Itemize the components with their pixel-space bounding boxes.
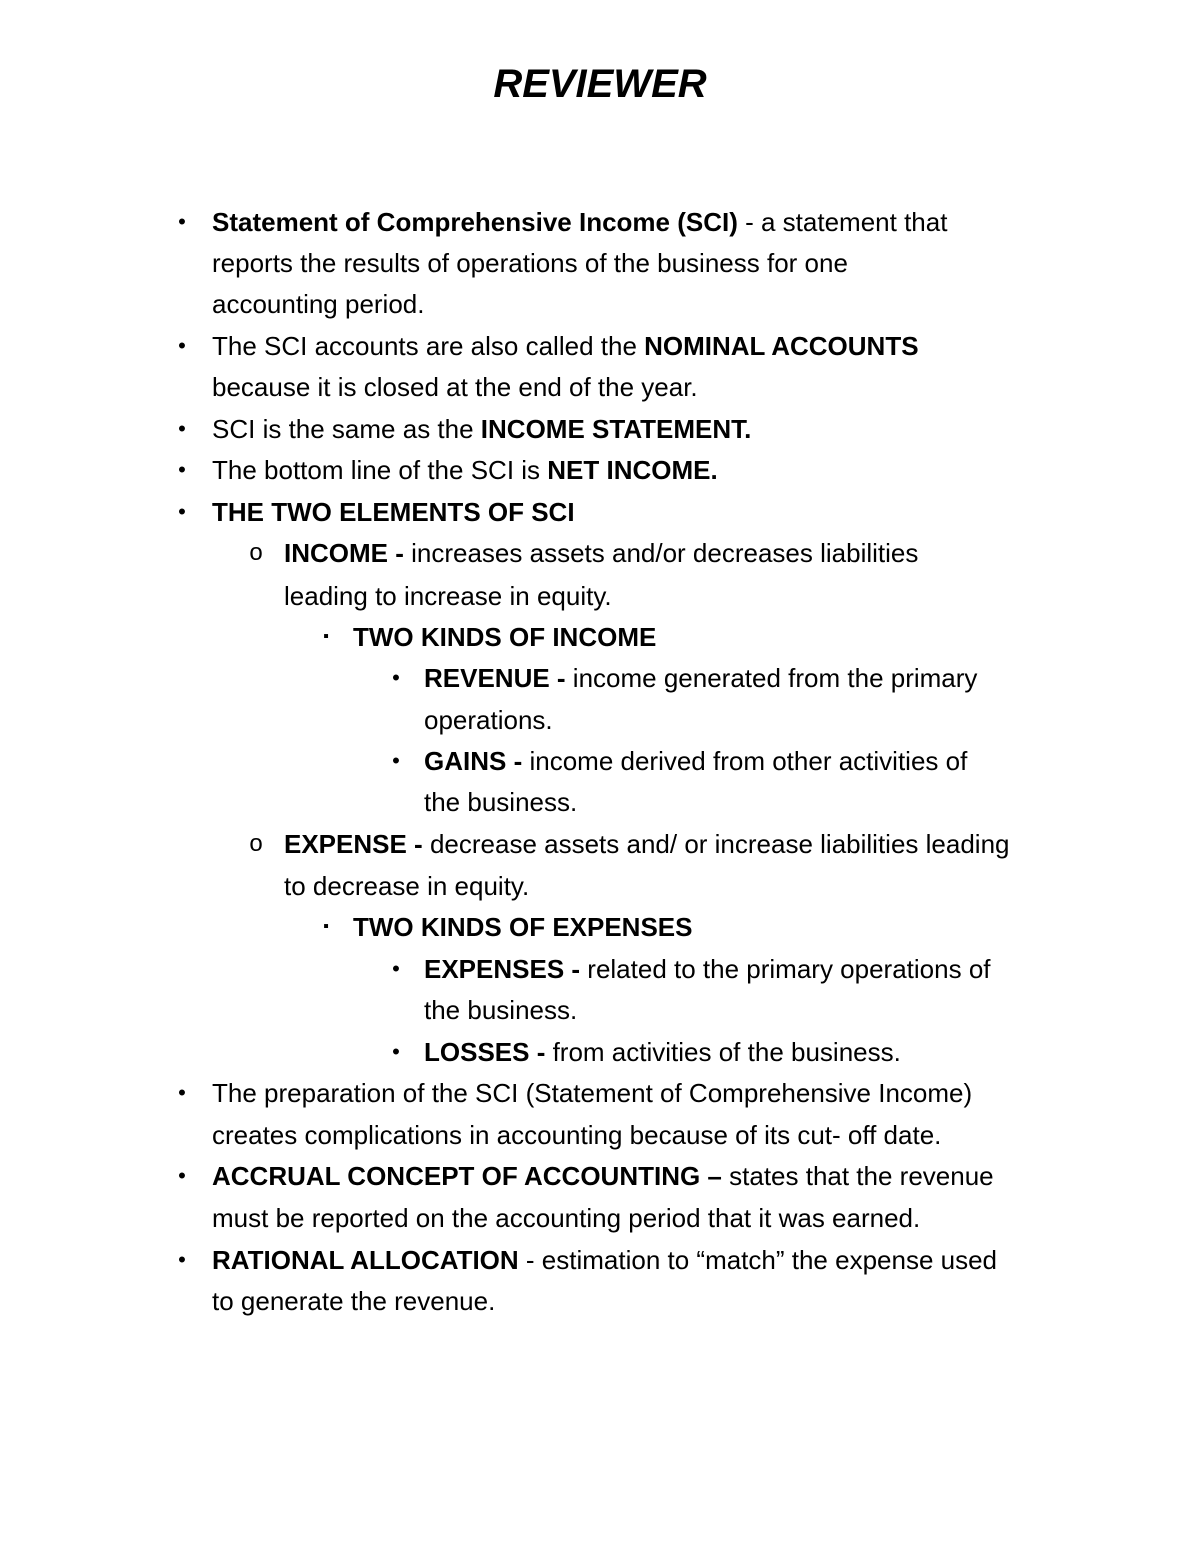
two-kinds-income-heading: TWO KINDS OF INCOME [353,622,657,652]
sci-definition-line-3: accounting period. [212,289,425,319]
income-line-2: leading to increase in equity. [284,581,612,611]
accrual-concept-line-2: must be reported on the accounting period that it was earned. [212,1203,921,1233]
rational-allocation-line-2: to generate the revenue. [212,1286,496,1316]
gains-definition-text: income derived from other activities of [522,746,968,776]
rational-allocation-line-1 [212,1243,997,1277]
expense-line-2: to decrease in equity. [284,871,530,901]
nominal-accounts-text: The SCI accounts are also called the [212,331,645,361]
expenses-term: EXPENSES - [424,954,581,984]
income-line-1 [284,536,918,570]
losses-term: LOSSES - [424,1037,546,1067]
two-elements-heading: THE TWO ELEMENTS OF SCI [212,497,575,527]
losses-definition-text: from activities of the business. [545,1037,901,1067]
sci-definition-line-2: reports the results of operations of the business for one [212,248,848,278]
bullet-marker: • [178,457,186,482]
expense-term: EXPENSE - [284,829,423,859]
bullet-marker: • [178,499,186,524]
accrual-concept-line-1 [212,1159,994,1193]
net-income-term: NET INCOME. [547,455,718,485]
accrual-concept-text: states that the revenue [721,1161,994,1191]
net-income-line [212,453,718,487]
rational-allocation-term: RATIONAL ALLOCATION [212,1245,519,1275]
income-statement-line [212,412,751,446]
preparation-line-1: The preparation of the SCI (Statement of Comprehensive Income) [212,1078,973,1108]
circle-marker: o [249,830,263,857]
income-term: INCOME - [284,538,404,568]
bullet-marker: • [178,1163,186,1188]
expenses-definition-text: related to the primary operations of [580,954,991,984]
revenue-definition-text: income generated from the primary [565,663,978,693]
expenses-line-2: the business. [424,995,578,1025]
income-definition-text: increases assets and/or decreases liabilities [403,538,919,568]
expense-line-1 [284,827,1010,861]
bullet-marker: • [392,1039,400,1064]
bullet-marker: • [178,209,186,234]
accrual-concept-term: ACCRUAL CONCEPT OF ACCOUNTING – [212,1161,722,1191]
bullet-marker: • [392,956,400,981]
expenses-line-1 [424,952,991,986]
net-income-text: The bottom line of the SCI is [212,455,548,485]
revenue-line-1 [424,661,977,695]
bullet-marker: • [178,1080,186,1105]
bullet-marker: • [178,416,186,441]
revenue-line-2: operations. [424,705,553,735]
sci-definition-text: - a statement that [737,207,948,237]
revenue-term: REVENUE - [424,663,566,693]
square-marker: ▪ [323,918,329,935]
income-statement-text: SCI is the same as the [212,414,481,444]
bullet-marker: • [392,748,400,773]
sci-term: Statement of Comprehensive Income (SCI) [212,207,738,237]
income-statement-term: INCOME STATEMENT. [480,414,752,444]
gains-line-1 [424,744,967,778]
two-kinds-expenses-heading: TWO KINDS OF EXPENSES [353,912,693,942]
losses-line [424,1035,901,1069]
bullet-marker: • [392,665,400,690]
bullet-marker: • [178,1247,186,1272]
sci-definition-line-1 [212,205,947,239]
expense-definition-text: decrease assets and/ or increase liabilities leading [422,829,1010,859]
nominal-accounts-term: NOMINAL ACCOUNTS [644,331,919,361]
preparation-line-2: creates complications in accounting because of its cut- off date. [212,1120,942,1150]
square-marker: ▪ [323,628,329,645]
nominal-accounts-line-2: because it is closed at the end of the year. [212,372,698,402]
circle-marker: o [249,539,263,566]
gains-term: GAINS - [424,746,523,776]
rational-allocation-text: - estimation to “match” the expense used [518,1245,998,1275]
document-title: REVIEWER [493,62,707,106]
nominal-accounts-line-1 [212,329,919,363]
bullet-marker: • [178,333,186,358]
gains-line-2: the business. [424,787,578,817]
